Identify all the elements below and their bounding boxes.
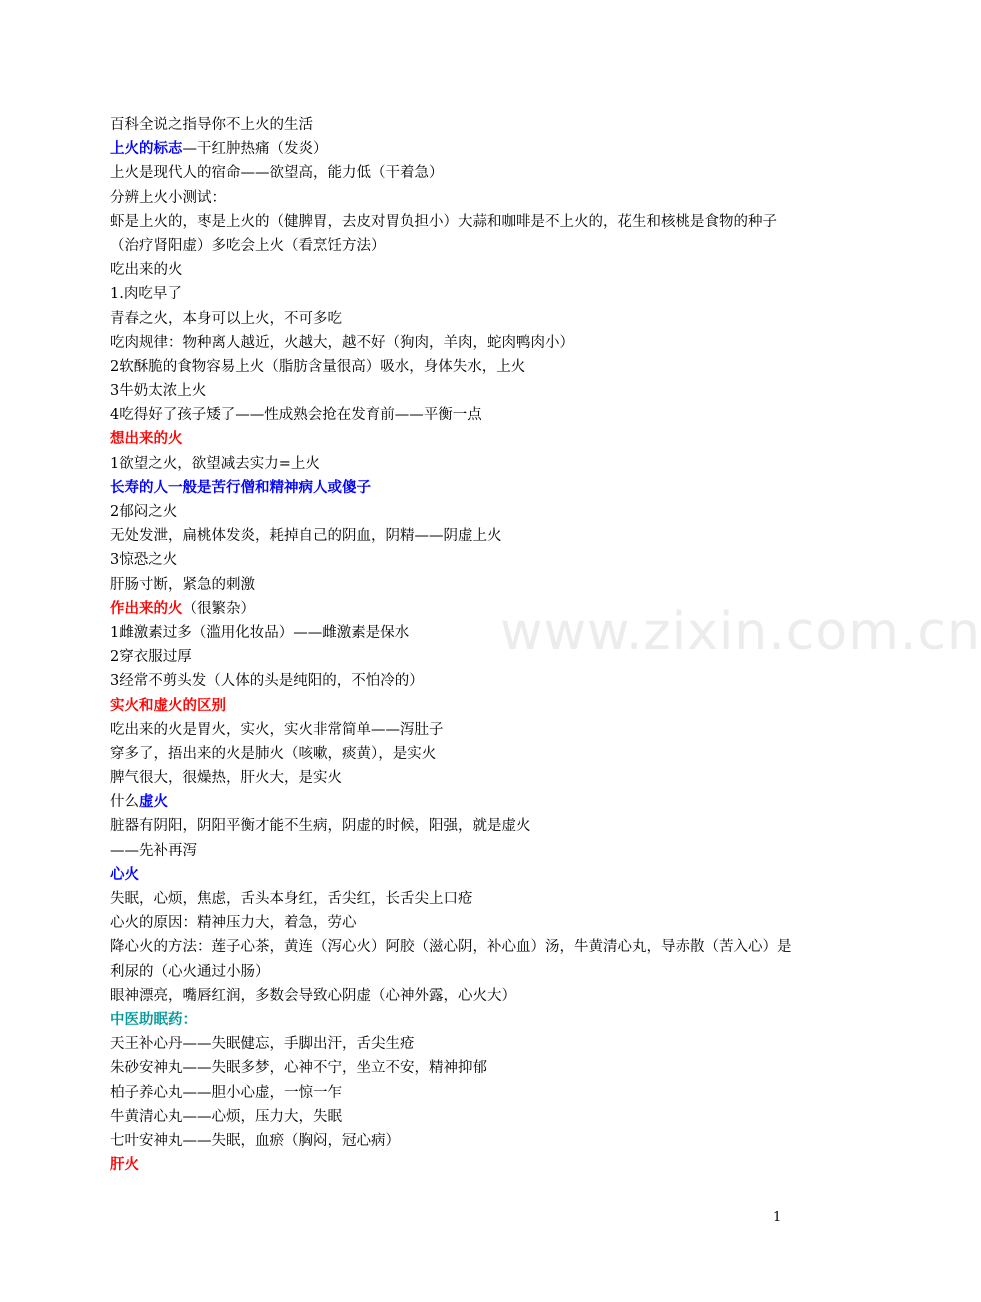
body-text: 4吃得好了孩子矮了——性成熟会抢在发育前——平衡一点 [110, 407, 482, 424]
body-text: 1.肉吃早了 [110, 286, 182, 303]
text-line [110, 911, 800, 935]
body-text: 2软酥脆的食物容易上火（脂肪含量很高）吸水，身体失水，上火 [110, 358, 526, 375]
body-text: 吃出来的火 [110, 262, 183, 279]
page-number: 1 [773, 1210, 782, 1225]
text-line [110, 331, 800, 355]
text-line [110, 307, 800, 331]
text-line [110, 718, 800, 742]
body-text: 柏子养心丸——胆小心虚，一惊一乍 [110, 1084, 342, 1101]
heading-text: 实火和虚火的区别 [110, 696, 226, 714]
body-text: 1雌激素过多（滥用化妆品）——雌激素是保水 [110, 624, 410, 641]
text-line [110, 597, 800, 621]
text-line [110, 984, 800, 1008]
text-line [110, 1129, 800, 1153]
text-line [110, 355, 800, 379]
text-line [110, 573, 800, 597]
text-line [110, 379, 800, 403]
text-line [110, 1032, 800, 1056]
text-line [110, 1081, 800, 1105]
body-text: 朱砂安神丸——失眠多梦，心神不宁，坐立不安，精神抑郁 [110, 1060, 487, 1077]
text-line [110, 548, 800, 572]
body-text: （很繁杂） [182, 600, 255, 617]
body-text: 肝肠寸断，紧急的刺激 [110, 576, 255, 593]
heading-text: 长寿的人一般是苦行僧和精神病人或傻子 [110, 478, 371, 496]
text-line [110, 1153, 800, 1177]
text-line [110, 669, 800, 693]
text-line [110, 694, 800, 718]
text-line [110, 210, 800, 258]
heading-text: 想出来的火 [110, 430, 183, 448]
text-line [110, 186, 800, 210]
text-line [110, 814, 800, 838]
body-text: 失眠，心烦，焦虑，舌头本身红，舌尖红，长舌尖上口疮 [110, 891, 473, 908]
body-text: 心火的原因：精神压力大，着急，劳心 [110, 915, 357, 932]
body-text: 2郁闷之火 [110, 504, 178, 521]
body-text: 青春之火，本身可以上火，不可多吃 [110, 310, 342, 327]
body-text: 上火是现代人的宿命——欲望高，能力低（干着急） [110, 165, 444, 182]
body-text: 天王补心丹——失眠健忘，手脚出汗，舌尖生疮 [110, 1036, 415, 1053]
body-text: 百科全说之指导你不上火的生活 [110, 117, 313, 133]
body-text: 虾是上火的，枣是上火的（健脾胃，去皮对胃负担小）大蒜和咖啡是不上火的，花生和核桃是食物的种子（治疗肾阳虚）多吃会上火（看烹饪方法） [110, 213, 777, 254]
body-text: 七叶安神丸——失眠，血瘀（胸闷，冠心病） [110, 1132, 400, 1149]
body-text: 3牛奶太浓上火 [110, 383, 207, 400]
heading-text: 心火 [110, 865, 139, 883]
watermark: www.zixin.com.cn [500, 602, 981, 662]
body-text: 穿多了，捂出来的火是肺火（咳嗽，痰黄），是实火 [110, 745, 437, 762]
heading-text: 中医助眠药： [110, 1011, 197, 1028]
body-text: 1欲望之火，欲望减去实力=上火 [110, 455, 320, 472]
body-text: 2穿衣服过厚 [110, 649, 192, 666]
body-text: 吃肉规律：物种离人越近，火越大，越不好（狗肉，羊肉，蛇肉鸭肉小） [110, 334, 574, 351]
body-text: 眼神漂亮，嘴唇红润，多数会导致心阴虚（心神外露，心火大） [110, 987, 516, 1004]
text-line [110, 258, 800, 282]
body-text: 降心火的方法：莲子心茶，黄连（泻心火）阿胶（滋心阴，补心血）汤，牛黄清心丸，导赤散（苦入心）是利尿的（心火通过小肠） [110, 939, 792, 980]
body-text: 分辨上火小测试： [110, 189, 226, 206]
text-line [110, 1008, 800, 1032]
text-line [110, 887, 800, 911]
text-line [110, 476, 800, 500]
text-line [110, 137, 800, 161]
heading-text: 上火的标志 [110, 140, 183, 158]
text-line [110, 1056, 800, 1080]
body-text: 3惊恐之火 [110, 552, 178, 569]
body-text: 无处发泄，扁桃体发炎，耗掉自己的阴血，阴精——阴虚上火 [110, 528, 502, 545]
text-line [110, 524, 800, 548]
text-line [110, 452, 800, 476]
body-text: 3经常不剪头发（人体的头是纯阳的，不怕冷的） [110, 673, 424, 690]
text-line [110, 1105, 800, 1129]
text-line [110, 839, 800, 863]
body-text: 牛黄清心丸——心烦，压力大，失眠 [110, 1108, 342, 1125]
heading-text: 作出来的火 [110, 599, 183, 617]
heading-text: 虚火 [139, 793, 168, 811]
body-text: —干红肿热痛（发炎） [182, 141, 328, 158]
text-line [110, 161, 800, 185]
text-line [110, 766, 800, 790]
body-text: 脏器有阴阳，阴阳平衡才能不生病，阴虚的时候，阳强，就是虚火 [110, 818, 531, 835]
text-line [110, 790, 800, 814]
text-line [110, 113, 800, 137]
text-line [110, 403, 800, 427]
text-line [110, 742, 800, 766]
text-line [110, 282, 800, 306]
body-text: 脾气很大，很燥热，肝火大，是实火 [110, 770, 342, 787]
heading-text: 肝火 [110, 1156, 139, 1174]
text-line [110, 863, 800, 887]
body-text: 吃出来的火是胃火，实火，实火非常简单——泻肚子 [110, 721, 444, 738]
body-text: 什么 [110, 794, 139, 811]
text-line [110, 427, 800, 451]
text-line [110, 500, 800, 524]
text-line [110, 621, 800, 645]
document-body [110, 113, 800, 1177]
text-line [110, 935, 800, 983]
text-line [110, 645, 800, 669]
body-text: ——先补再泻 [110, 842, 197, 859]
